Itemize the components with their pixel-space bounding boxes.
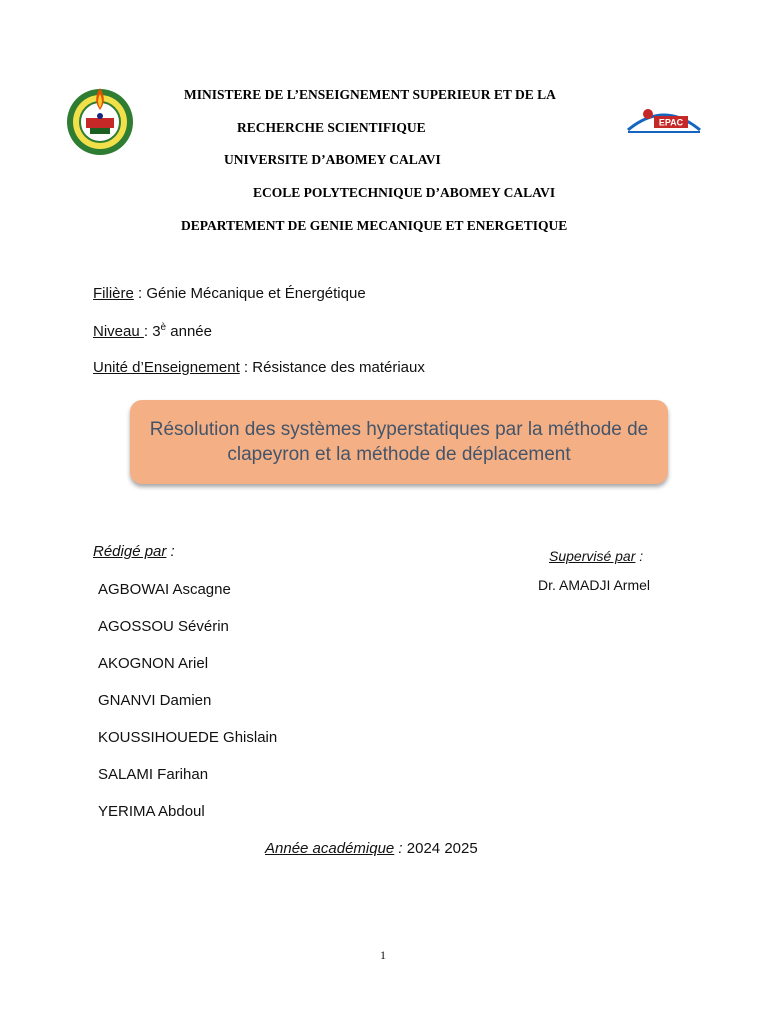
filiere-label: Filière [93,285,134,302]
authors-label: Rédigé par [93,543,167,560]
ue-label: Unité d’Enseignement [93,359,240,376]
page-number: 1 [380,948,386,962]
academic-year-line [265,840,478,857]
authors-heading [93,543,175,560]
supervisor-name: Dr. AMADJI Armel [538,577,651,593]
authors-label-suffix: : [166,543,175,560]
niveau-value: : 3 [143,323,161,340]
author-name: YERIMA Abdoul [98,803,205,820]
supervisor-label-suffix: : [635,548,644,564]
header-university: UNIVERSITE D’ABOMEY CALAVI [224,152,441,167]
author-name: AKOGNON Ariel [98,655,209,672]
header-school: ECOLE POLYTECHNIQUE D’ABOMEY CALAVI [253,185,556,200]
academic-year-label: Année académique [265,840,395,857]
niveau-label: Niveau [93,323,144,340]
header-department: DEPARTEMENT DE GENIE MECANIQUE ET ENERGETIQUE [181,218,568,233]
author-name: KOUSSIHOUEDE Ghislain [98,729,278,746]
author-name: AGOSSOU Sévérin [98,618,229,635]
ue-line [93,359,425,376]
supervisor-heading [549,548,643,564]
academic-year-suffix: : [394,840,403,857]
title-banner [130,400,668,484]
author-name: GNANVI Damien [98,692,212,709]
niveau-value-post: année [166,323,212,340]
epac-logo [624,100,704,138]
svg-text:EPAC: EPAC [658,117,684,128]
academic-year-value: 2024 2025 [402,840,478,857]
author-name: AGBOWAI Ascagne [98,581,231,598]
niveau-line [93,322,212,340]
ue-value: : Résistance des matériaux [239,359,425,376]
university-seal-logo [64,82,136,158]
filiere-value: : Génie Mécanique et Énergétique [133,285,366,302]
header-ministry-line2: RECHERCHE SCIENTIFIQUE [237,120,426,135]
niveau-superscript: è [160,322,167,333]
author-name: SALAMI Farihan [98,766,209,783]
document-title: Résolution des systèmes hyperstatiques par la méthode de clapeyron et la méthode de déplacement [149,419,649,465]
supervisor-label: Supervisé par [549,548,636,564]
filiere-line [93,285,366,302]
header-ministry-line1: MINISTERE DE L’ENSEIGNEMENT SUPERIEUR ET DE LA [184,87,556,102]
